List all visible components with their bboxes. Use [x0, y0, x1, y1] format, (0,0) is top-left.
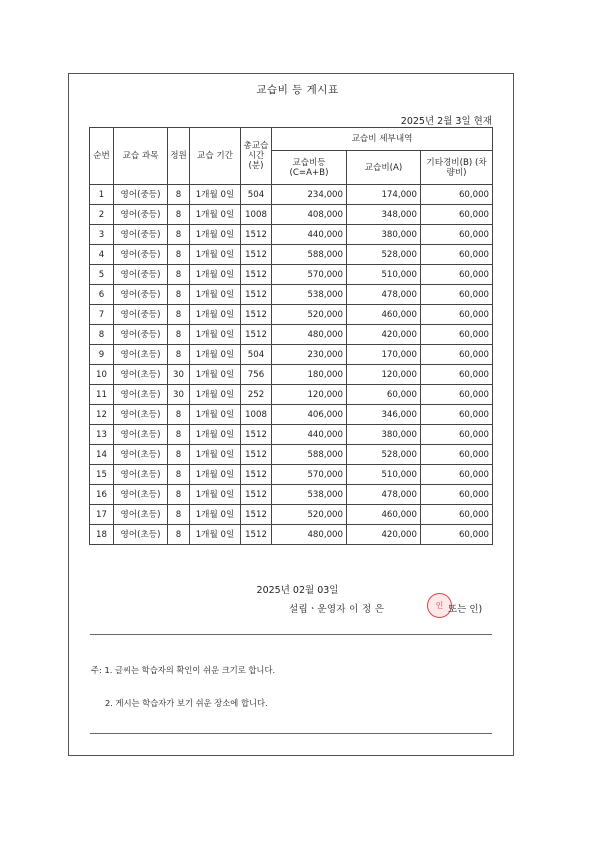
cell-course: 영어(초등)	[114, 425, 168, 445]
cell-period: 1개월 0일	[190, 445, 241, 465]
cell-cap: 8	[168, 465, 190, 485]
cell-period: 1개월 0일	[190, 505, 241, 525]
cell-other: 60,000	[421, 305, 493, 325]
cell-total: 480,000	[272, 525, 347, 545]
cell-other: 60,000	[421, 525, 493, 545]
cell-no: 8	[90, 325, 114, 345]
cell-no: 14	[90, 445, 114, 465]
cell-period: 1개월 0일	[190, 185, 241, 205]
cell-course: 영어(중등)	[114, 265, 168, 285]
cell-period: 1개월 0일	[190, 325, 241, 345]
cell-course: 영어(중등)	[114, 285, 168, 305]
cell-cap: 30	[168, 365, 190, 385]
cell-other: 60,000	[421, 345, 493, 365]
cell-other: 60,000	[421, 225, 493, 245]
header-period: 교습 기간	[190, 128, 241, 185]
cell-hours: 1512	[241, 525, 272, 545]
table-row	[90, 465, 493, 485]
cell-no: 13	[90, 425, 114, 445]
header-detail-group: 교습비 세부내역	[272, 128, 493, 151]
cell-hours: 1512	[241, 465, 272, 485]
cell-other: 60,000	[421, 285, 493, 305]
header-other: 기타경비(B) (차량비)	[421, 151, 493, 185]
cell-no: 1	[90, 185, 114, 205]
cell-period: 1개월 0일	[190, 485, 241, 505]
cell-total: 180,000	[272, 365, 347, 385]
header-no: 순번	[90, 128, 114, 185]
cell-tuition: 348,000	[347, 205, 421, 225]
cell-tuition: 170,000	[347, 345, 421, 365]
cell-course: 영어(초등)	[114, 405, 168, 425]
cell-cap: 8	[168, 225, 190, 245]
cell-hours: 1512	[241, 285, 272, 305]
cell-no: 2	[90, 205, 114, 225]
cell-cap: 8	[168, 525, 190, 545]
cell-tuition: 174,000	[347, 185, 421, 205]
cell-total: 120,000	[272, 385, 347, 405]
cell-hours: 1512	[241, 485, 272, 505]
cell-hours: 504	[241, 185, 272, 205]
cell-course: 영어(중등)	[114, 225, 168, 245]
cell-course: 영어(초등)	[114, 525, 168, 545]
cell-course: 영어(중등)	[114, 305, 168, 325]
cell-cap: 8	[168, 405, 190, 425]
cell-total: 588,000	[272, 445, 347, 465]
cell-tuition: 60,000	[347, 385, 421, 405]
cell-period: 1개월 0일	[190, 345, 241, 365]
header-tuition: 교습비(A)	[347, 151, 421, 185]
cell-other: 60,000	[421, 385, 493, 405]
cell-no: 10	[90, 365, 114, 385]
table-row	[90, 405, 493, 425]
cell-total: 440,000	[272, 225, 347, 245]
cell-tuition: 460,000	[347, 505, 421, 525]
cell-hours: 1512	[241, 245, 272, 265]
cell-total: 588,000	[272, 245, 347, 265]
cell-total: 520,000	[272, 505, 347, 525]
cell-course: 영어(중등)	[114, 185, 168, 205]
table-row	[90, 285, 493, 305]
cell-cap: 8	[168, 265, 190, 285]
cell-total: 570,000	[272, 465, 347, 485]
cell-course: 영어(초등)	[114, 485, 168, 505]
note-2: 2. 게시는 학습자가 보기 쉬운 장소에 합니다.	[105, 698, 268, 708]
cell-hours: 504	[241, 345, 272, 365]
cell-course: 영어(중등)	[114, 245, 168, 265]
cell-other: 60,000	[421, 505, 493, 525]
table-row	[90, 265, 493, 285]
cell-no: 5	[90, 265, 114, 285]
seal-suffix: 또는 인)	[448, 604, 483, 615]
cell-tuition: 510,000	[347, 465, 421, 485]
cell-period: 1개월 0일	[190, 385, 241, 405]
cell-total: 538,000	[272, 285, 347, 305]
cell-other: 60,000	[421, 365, 493, 385]
header-total: 교습비등 (C=A+B)	[272, 151, 347, 185]
cell-cap: 30	[168, 385, 190, 405]
cell-cap: 8	[168, 345, 190, 365]
cell-cap: 8	[168, 325, 190, 345]
cell-period: 1개월 0일	[190, 305, 241, 325]
cell-cap: 8	[168, 245, 190, 265]
cell-course: 영어(초등)	[114, 385, 168, 405]
cell-cap: 8	[168, 485, 190, 505]
cell-no: 18	[90, 525, 114, 545]
cell-total: 230,000	[272, 345, 347, 365]
cell-tuition: 510,000	[347, 265, 421, 285]
cell-period: 1개월 0일	[190, 225, 241, 245]
cell-no: 9	[90, 345, 114, 365]
cell-no: 16	[90, 485, 114, 505]
cell-period: 1개월 0일	[190, 265, 241, 285]
header-capacity: 정원	[168, 128, 190, 185]
table-row	[90, 185, 493, 205]
cell-other: 60,000	[421, 425, 493, 445]
table-row	[90, 505, 493, 525]
cell-tuition: 380,000	[347, 425, 421, 445]
cell-no: 12	[90, 405, 114, 425]
cell-other: 60,000	[421, 185, 493, 205]
header-hours: 총교습시간(분)	[241, 128, 272, 185]
cell-cap: 8	[168, 205, 190, 225]
cell-course: 영어(초등)	[114, 345, 168, 365]
note-1: 주: 1. 글씨는 학습자의 확인이 쉬운 크기로 합니다.	[91, 665, 276, 675]
cell-tuition: 478,000	[347, 285, 421, 305]
table-row	[90, 445, 493, 465]
cell-hours: 1512	[241, 225, 272, 245]
cell-cap: 8	[168, 185, 190, 205]
cell-total: 480,000	[272, 325, 347, 345]
cell-period: 1개월 0일	[190, 245, 241, 265]
cell-cap: 8	[168, 505, 190, 525]
cell-other: 60,000	[421, 245, 493, 265]
cell-other: 60,000	[421, 445, 493, 465]
cell-no: 6	[90, 285, 114, 305]
cell-no: 17	[90, 505, 114, 525]
cell-no: 4	[90, 245, 114, 265]
cell-cap: 8	[168, 305, 190, 325]
cell-hours: 1512	[241, 265, 272, 285]
signer-name: 설립ㆍ운영자 이 정 은	[289, 604, 385, 615]
cell-total: 406,000	[272, 405, 347, 425]
cell-other: 60,000	[421, 325, 493, 345]
cell-hours: 1512	[241, 505, 272, 525]
cell-course: 영어(중등)	[114, 205, 168, 225]
cell-total: 234,000	[272, 185, 347, 205]
cell-period: 1개월 0일	[190, 465, 241, 485]
cell-hours: 1512	[241, 305, 272, 325]
divider-top	[90, 634, 492, 635]
cell-hours: 756	[241, 365, 272, 385]
table-row	[90, 225, 493, 245]
table-row	[90, 425, 493, 445]
table-row	[90, 525, 493, 545]
cell-course: 영어(중등)	[114, 325, 168, 345]
table-row	[90, 345, 493, 365]
cell-tuition: 528,000	[347, 445, 421, 465]
table-row	[90, 485, 493, 505]
cell-cap: 8	[168, 425, 190, 445]
fee-table-body	[90, 185, 493, 545]
cell-period: 1개월 0일	[190, 365, 241, 385]
cell-course: 영어(초등)	[114, 505, 168, 525]
cell-other: 60,000	[421, 485, 493, 505]
as-of-date: 2025년 2월 3일 현재	[400, 116, 492, 127]
table-row	[90, 205, 493, 225]
cell-hours: 1008	[241, 405, 272, 425]
cell-tuition: 420,000	[347, 325, 421, 345]
cell-other: 60,000	[421, 405, 493, 425]
cell-tuition: 460,000	[347, 305, 421, 325]
cell-tuition: 120,000	[347, 365, 421, 385]
document-title: 교습비 등 게시표	[256, 84, 339, 96]
cell-total: 408,000	[272, 205, 347, 225]
cell-tuition: 478,000	[347, 485, 421, 505]
cell-total: 570,000	[272, 265, 347, 285]
table-row	[90, 365, 493, 385]
cell-period: 1개월 0일	[190, 405, 241, 425]
cell-other: 60,000	[421, 265, 493, 285]
cell-course: 영어(초등)	[114, 465, 168, 485]
table-row	[90, 245, 493, 265]
cell-course: 영어(초등)	[114, 445, 168, 465]
cell-cap: 8	[168, 285, 190, 305]
sign-date: 2025년 02월 03일	[256, 585, 339, 596]
cell-period: 1개월 0일	[190, 525, 241, 545]
cell-hours: 1512	[241, 425, 272, 445]
cell-no: 11	[90, 385, 114, 405]
table-row	[90, 325, 493, 345]
cell-cap: 8	[168, 445, 190, 465]
cell-hours: 1008	[241, 205, 272, 225]
cell-no: 7	[90, 305, 114, 325]
cell-period: 1개월 0일	[190, 205, 241, 225]
cell-total: 538,000	[272, 485, 347, 505]
seal-text: 인	[435, 601, 444, 610]
cell-period: 1개월 0일	[190, 285, 241, 305]
divider-bottom	[90, 733, 492, 734]
cell-hours: 1512	[241, 325, 272, 345]
header-course: 교습 과목	[114, 128, 168, 185]
cell-tuition: 528,000	[347, 245, 421, 265]
table-row	[90, 385, 493, 405]
cell-no: 15	[90, 465, 114, 485]
cell-course: 영어(초등)	[114, 365, 168, 385]
cell-hours: 252	[241, 385, 272, 405]
table-row	[90, 305, 493, 325]
cell-tuition: 346,000	[347, 405, 421, 425]
cell-hours: 1512	[241, 445, 272, 465]
cell-tuition: 420,000	[347, 525, 421, 545]
cell-no: 3	[90, 225, 114, 245]
cell-tuition: 380,000	[347, 225, 421, 245]
cell-period: 1개월 0일	[190, 425, 241, 445]
cell-other: 60,000	[421, 465, 493, 485]
cell-total: 440,000	[272, 425, 347, 445]
fee-table	[89, 127, 493, 545]
cell-other: 60,000	[421, 205, 493, 225]
cell-total: 520,000	[272, 305, 347, 325]
